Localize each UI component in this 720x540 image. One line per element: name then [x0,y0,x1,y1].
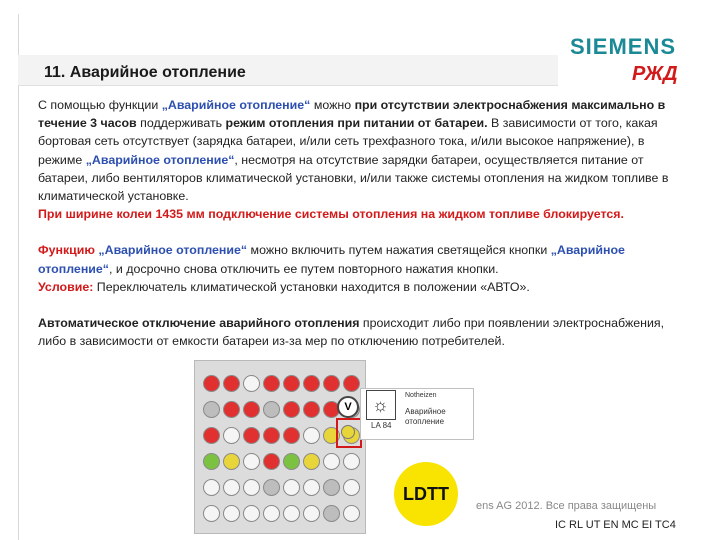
panel-switch [203,375,220,392]
paragraph-3 [38,314,678,350]
panel-switch [223,479,240,496]
svg-text:РЖД: РЖД [632,63,678,84]
panel-switch [323,375,340,392]
condition-label: Условие: [38,279,94,294]
panel-switch [283,375,300,392]
panel-switch [323,453,340,470]
slide-title: 11. Аварийное отопление [44,64,246,81]
panel-switch [343,479,360,496]
text-run: при отсутствии электроснабжения максимально в течение 3 часов [38,98,666,131]
text-run: можно [310,98,355,112]
panel-switch [343,375,360,392]
heater-icon: ☼ [372,395,389,415]
text-run: В зависимости от того, какая бортовая сеть отсутствует (зарядка батареи, и/или сеть трехфазного тока, и/или высокое напряжение), в режиме [38,116,658,167]
panel-switch [283,427,300,444]
slide-body [38,96,678,350]
panel-switch [263,375,280,392]
panel-switch [303,401,320,418]
panel-switch [223,401,240,418]
auto-off-heading: Автоматическое отключение аварийного отопления [38,316,360,331]
panel-switch [303,505,320,522]
ldtt-logo: LDTT [394,462,458,526]
panel-switch [243,427,260,444]
rzd-logo [630,62,688,89]
text-run: „Аварийное отопление“ [85,152,235,167]
text-run: Функцию [38,243,99,258]
text-run: режим отопления при питании от батареи. [225,116,488,131]
panel-switch [263,401,280,418]
panel-switch [203,427,220,444]
panel-switch [263,505,280,522]
panel-switch [343,453,360,470]
panel-switch [203,453,220,470]
panel-switch [323,479,340,496]
panel-switch [223,505,240,522]
text-run: можно включить путем нажатия светящейся кнопки [247,243,551,258]
tile-note: Notheizen [405,392,437,399]
panel-switch [223,453,240,470]
text-run: С помощью функции [38,98,162,112]
siemens-logo: SIEMENS [570,34,677,59]
panel-switch [303,453,320,470]
text-run: „Аварийное отопление“ [38,243,625,276]
text-run: , несмотря на отсутствие зарядки батареи, осуществляется питание от батареи, либо вентиляторов климатической установки, и/или также системы отопления на жидком топливе в климатической установке. [38,152,669,204]
panel-switch [303,479,320,496]
panel-switch [203,505,220,522]
tile-code: LA 84 [371,421,392,430]
text-run: „Аварийное отопление“ [98,243,248,258]
panel-switch [243,401,260,418]
paragraph-2 [38,241,678,296]
emergency-heating-button[interactable] [341,425,355,439]
paragraph-1 [38,96,678,205]
panel-switch [283,453,300,470]
panel-switch [263,427,280,444]
panel-switch [243,375,260,392]
panel-switch [263,479,280,496]
voltmeter-icon: V [337,396,359,418]
panel-switch [343,505,360,522]
panel-switch [323,505,340,522]
text-run: , и досрочно снова отключить ее путем повторного нажатия кнопки. [109,261,499,276]
paragraph-1-warning: При ширине колеи 1435 мм подключение системы отопления на жидком топливе блокируется. [38,207,624,222]
panel-switch [283,505,300,522]
tile-label: Аварийное отопление [405,407,446,426]
panel-switch [303,375,320,392]
panel-switch [283,401,300,418]
panel-switch [263,453,280,470]
panel-switch [243,505,260,522]
panel-switch [223,427,240,444]
panel-switch [203,479,220,496]
panel-switch [243,453,260,470]
panel-switch [243,479,260,496]
footer-code: IC RL UT EN MC EI TC4 [555,519,676,531]
footer-copyright: ens AG 2012. Все права защищены [476,500,657,512]
panel-switch [303,427,320,444]
auto-off-text: происходит либо при появлении электроснабжения, либо в зависимости от емкости батареи из-за мер по отключению потребителей. [38,316,665,349]
panel-switch [203,401,220,418]
text-run: поддерживать [136,116,226,131]
condition-text: Переключатель климатической установки находится в положении «АВТО». [93,279,530,294]
panel-switch [283,479,300,496]
panel-switch [223,375,240,392]
text-run: „Аварийное отопление“ [161,98,311,112]
